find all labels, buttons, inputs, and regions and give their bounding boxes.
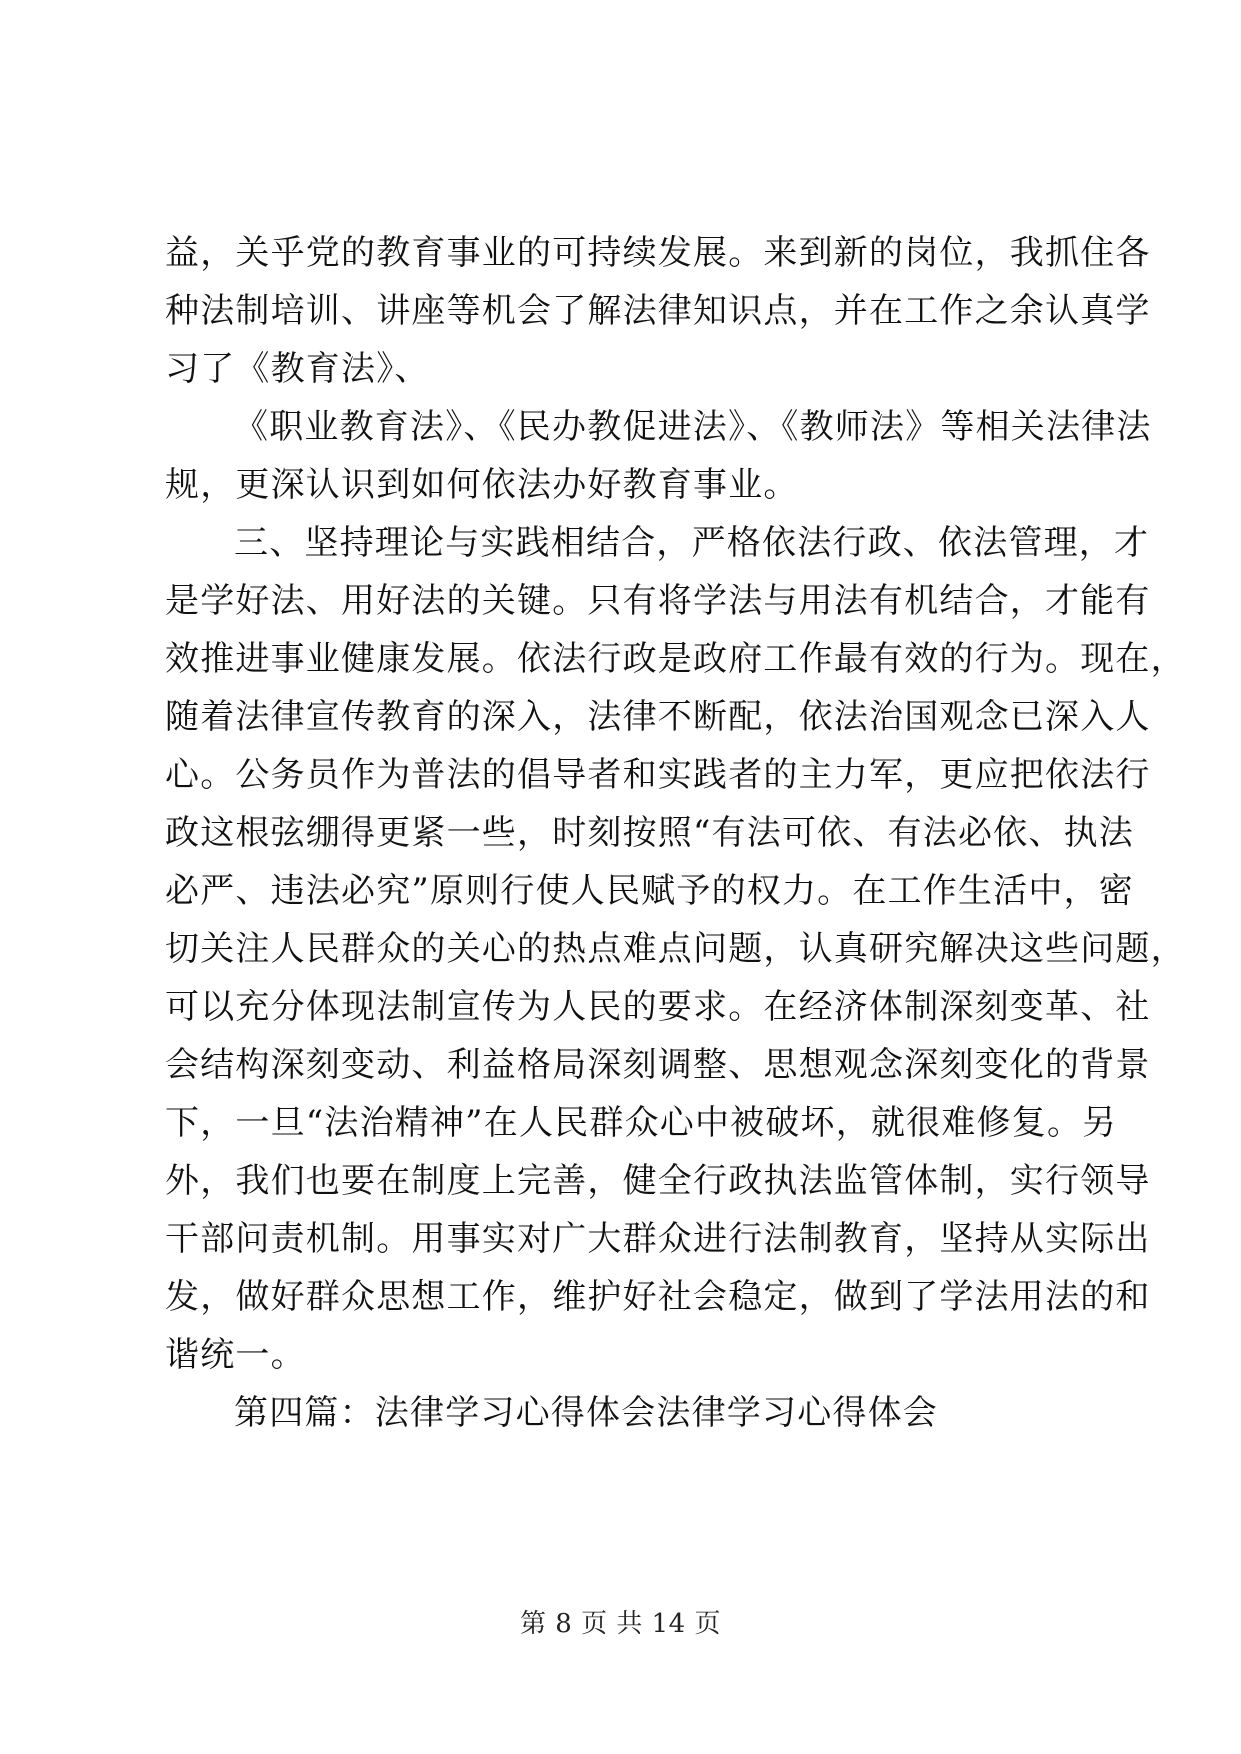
body-text-line: 可以充分体现法制宣传为人民的要求。在经济体制深刻变革、社 xyxy=(165,987,1151,1027)
body-text-line: 必严、违法必究”原则行使人民赋予的权力。在工作生活中，密 xyxy=(165,871,1134,911)
body-text-line: 效推进事业健康发展。依法行政是政府工作最有效的行为。现在， xyxy=(165,639,1186,679)
section-heading-line: 三、坚持理论与实践相结合，严格依法行政、依法管理，才 xyxy=(234,523,1150,563)
body-text-line: 外，我们也要在制度上完善，健全行政执法监管体制，实行领导 xyxy=(165,1161,1151,1201)
body-text-line: 下，一旦“法治精神”在人民群众心中被破坏，就很难修复。另 xyxy=(165,1103,1118,1143)
body-text-line: 发，做好群众思想工作，维护好社会稳定，做到了学法用法的和 xyxy=(165,1277,1151,1317)
body-text-line: 是学好法、用好法的关键。只有将学法与用法有机结合，才能有 xyxy=(165,581,1151,621)
body-text-line: 政这根弦绷得更紧一些，时刻按照“有法可依、有法必依、执法 xyxy=(165,813,1134,853)
body-text-line: 规，更深认识到如何依法办好教育事业。 xyxy=(165,465,799,505)
body-text-line: 习了《教育法》、 xyxy=(165,349,430,389)
body-text-line: 谐统一。 xyxy=(165,1335,306,1375)
body-text-line: 《职业教育法》、《民办教促进法》、《教师法》等相关法律法 xyxy=(234,407,1152,447)
body-text-line: 干部问责机制。用事实对广大群众进行法制教育，坚持从实际出 xyxy=(165,1219,1151,1259)
body-text-line: 会结构深刻变动、利益格局深刻调整、思想观念深刻变化的背景 xyxy=(165,1045,1151,1085)
body-text-line: 心。公务员作为普法的倡导者和实践者的主力军，更应把依法行 xyxy=(165,755,1151,795)
body-text-line: 益，关乎党的教育事业的可持续发展。来到新的岗位，我抓住各 xyxy=(165,233,1151,273)
chapter-title: 第四篇：法律学习心得体会法律学习心得体会 xyxy=(234,1393,938,1433)
body-text-line: 随着法律宣传教育的深入，法律不断配，依法治国观念已深入人 xyxy=(165,697,1151,737)
body-text-line: 种法制培训、讲座等机会了解法律知识点，并在工作之余认真学 xyxy=(165,291,1151,331)
page-number-footer: 第 8 页 共 14 页 xyxy=(520,1609,721,1639)
body-text-line: 切关注人民群众的关心的热点难点问题，认真研究解决这些问题， xyxy=(165,929,1186,969)
